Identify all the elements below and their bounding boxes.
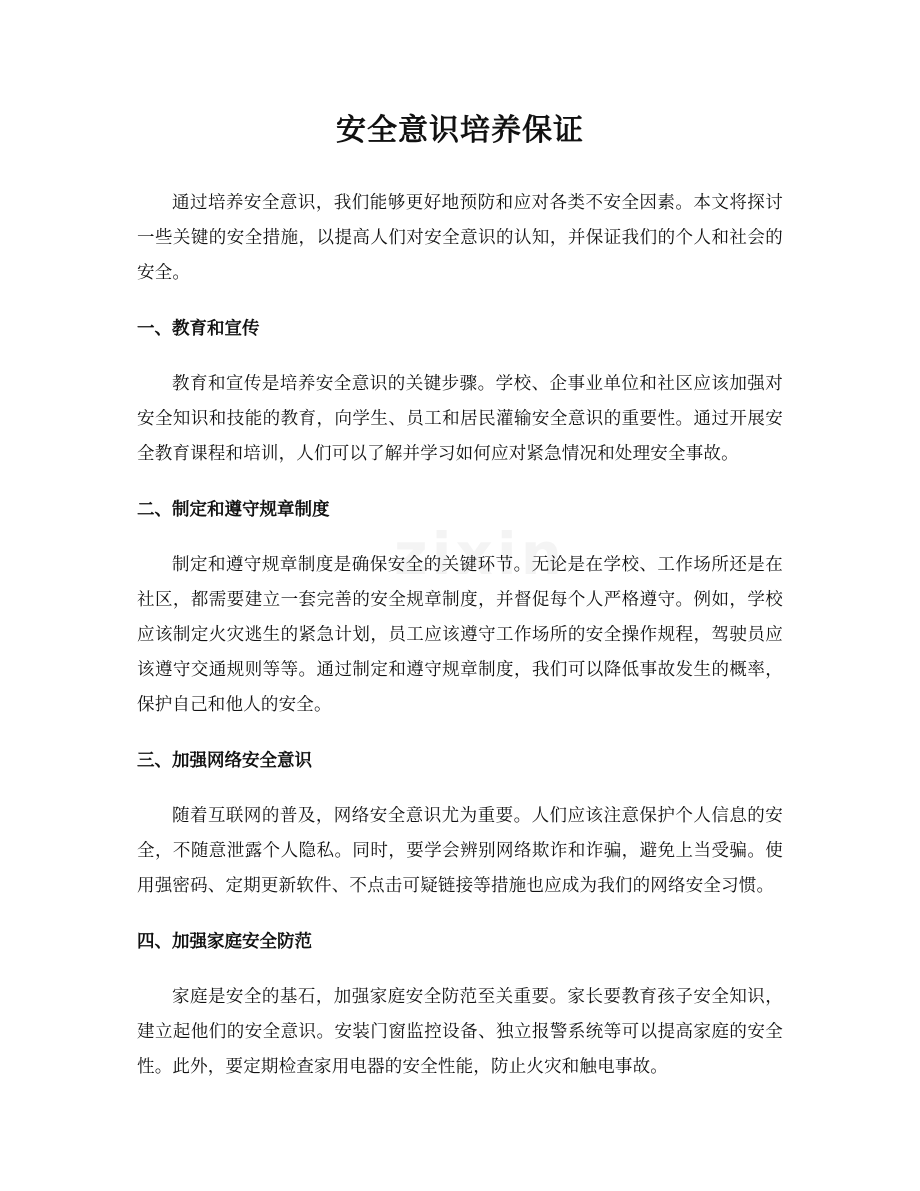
section-heading: 四、加强家庭安全防范 <box>137 932 312 952</box>
section-home-safety <box>137 904 783 1085</box>
section-education <box>137 291 783 472</box>
section-paragraph: 教育和宣传是培养安全意识的关键步骤。学校、企事业单位和社区应该加强对安全知识和技能的教育，向学生、员工和居民灌输安全意识的重要性。通过开展安全教育课程和培训，人们可以了解并学习如何应对紧急情况和处理安全事故。 <box>137 374 783 464</box>
section-paragraph: 制定和遵守规章制度是确保安全的关键环节。无论是在学校、工作场所还是在社区，都需要建立一套完善的安全规章制度，并督促每个人严格遵守。例如，学校应该制定火灾逃生的紧急计划，员工应该遵守工作场所的安全操作规程，驾驶员应该遵守交通规则等等。通过制定和遵守规章制度，我们可以降低事故发生的概率，保护自己和他人的安全。 <box>137 555 783 715</box>
intro-paragraph: 通过培养安全意识，我们能够更好地预防和应对各类不安全因素。本文将探讨一些关键的安全措施，以提高人们对安全意识的认知，并保证我们的个人和社会的安全。 <box>137 193 783 283</box>
section-heading: 一、教育和宣传 <box>137 319 260 339</box>
section-paragraph: 家庭是安全的基石，加强家庭安全防范至关重要。家长要教育孩子安全知识，建立起他们的安全意识。安装门窗监控设备、独立报警系统等可以提高家庭的安全性。此外，要定期检查家用电器的安全性能，防止火灾和触电事故。 <box>137 987 783 1077</box>
section-paragraph: 随着互联网的普及，网络安全意识尤为重要。人们应该注意保护个人信息的安全，不随意泄露个人隐私。同时，要学会辨别网络欺诈和诈骗，避免上当受骗。使用强密码、定期更新软件、不点击可疑链接等措施也应成为我们的网络安全习惯。 <box>137 806 783 896</box>
section-network-security <box>137 723 783 904</box>
section-regulations <box>137 472 783 723</box>
section-heading: 三、加强网络安全意识 <box>137 751 312 771</box>
section-heading: 二、制定和遵守规章制度 <box>137 500 330 520</box>
document-title: 安全意识培养保证 <box>336 113 584 148</box>
